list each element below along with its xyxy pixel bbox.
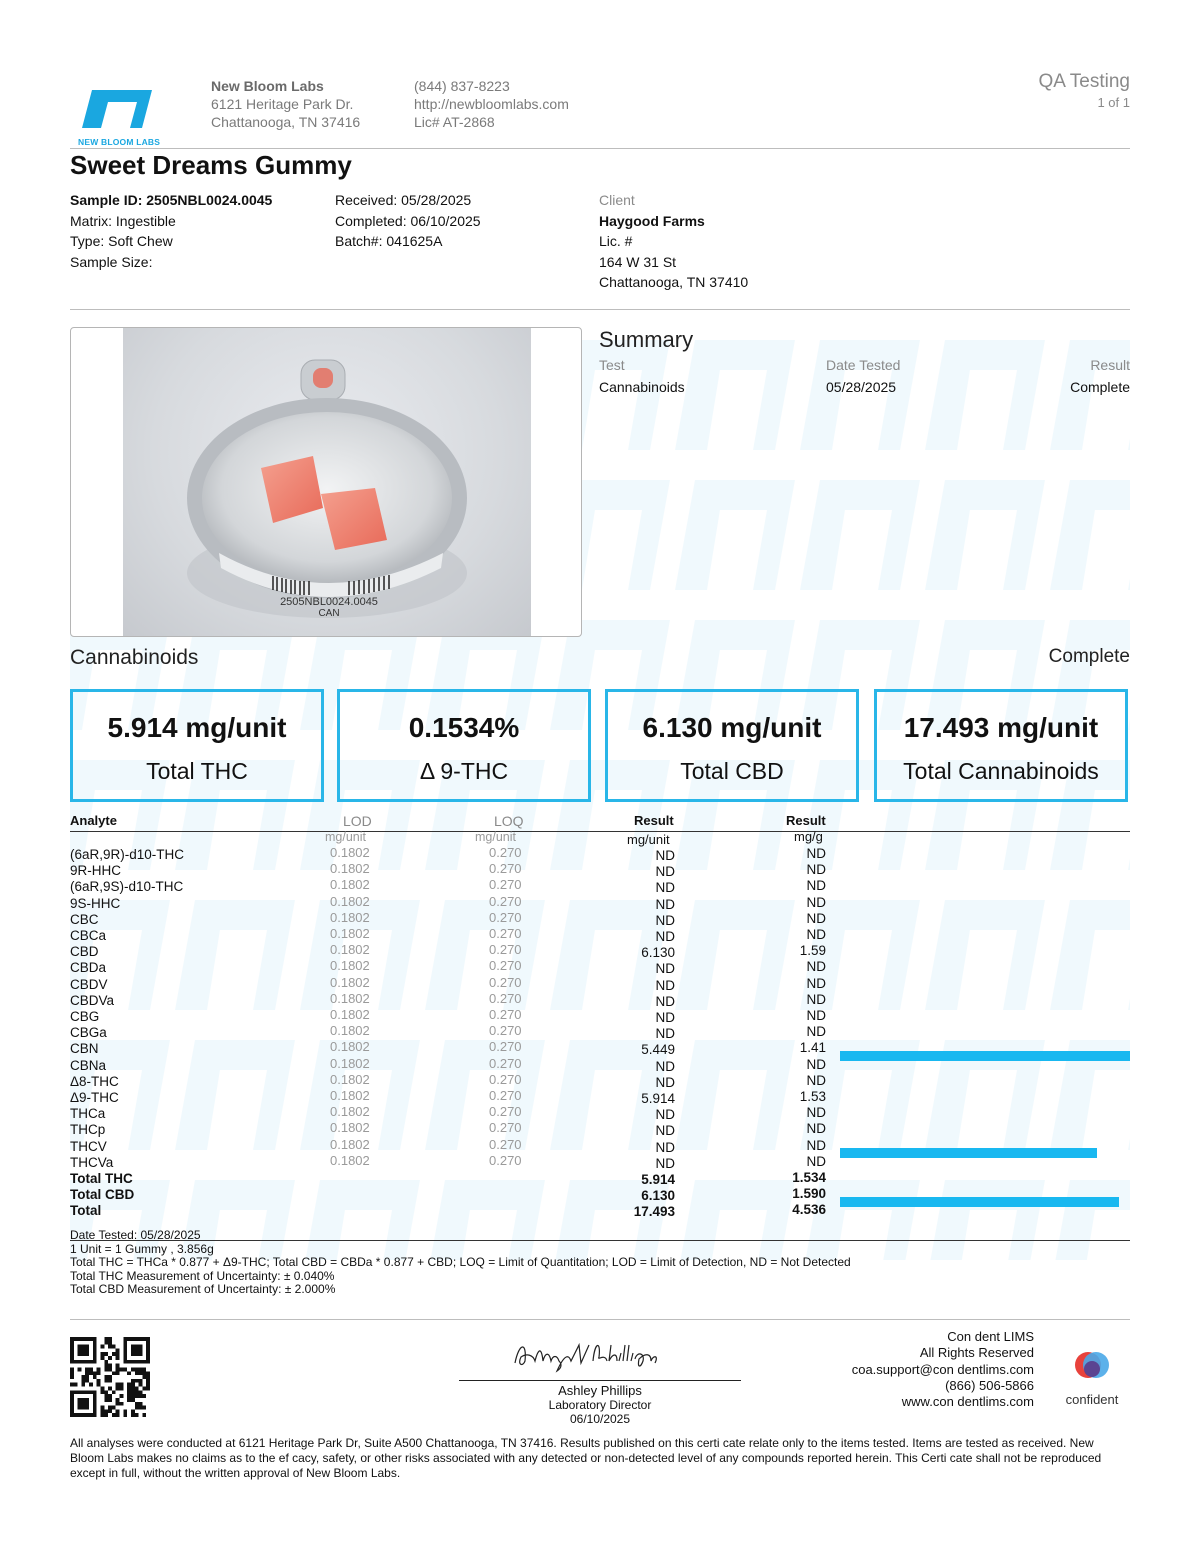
lab-address-line1: 6121 Heritage Park Dr.: [211, 96, 354, 112]
analyte-name: CBN: [70, 1041, 99, 1057]
result-unit-value: ND: [655, 929, 675, 945]
loq-value: 0.270: [489, 926, 522, 942]
result-g-value: 1.59: [799, 943, 826, 959]
lod-value: 0.1802: [330, 990, 370, 1006]
received-date: Received: 05/28/2025: [335, 192, 472, 208]
signature-date: 06/10/2025: [569, 1412, 631, 1426]
result-unit-column: [600, 848, 675, 1221]
analyte-name: THCp: [70, 1122, 106, 1138]
result-g-unit: mg/g: [794, 829, 823, 844]
result-unit-value: ND: [655, 1123, 675, 1139]
sample-type: Type: Soft Chew: [70, 233, 173, 250]
sample-dates: [335, 190, 481, 252]
loq-value: 0.270: [489, 1152, 522, 1168]
lims-email[interactable]: coa.support@con dentlims.com: [851, 1361, 1034, 1377]
lod-value: 0.1802: [330, 958, 370, 974]
sample-info: [70, 190, 272, 272]
analyte-name: Δ9-THC: [70, 1090, 119, 1106]
result-unit-value: ND: [655, 1026, 675, 1042]
col-header-result-unit: Result: [634, 813, 674, 828]
sample-photo-frame: [70, 327, 582, 637]
doc-type-block: [1038, 71, 1130, 110]
result-bar: [840, 1148, 1097, 1158]
result-g-value: ND: [806, 991, 826, 1007]
sample-id: Sample ID: 2505NBL0024.0045: [70, 192, 273, 208]
lod-value: 0.1802: [330, 1039, 370, 1055]
loq-value: 0.270: [489, 942, 522, 958]
result-g-value: ND: [806, 1121, 826, 1137]
note-thc-uncertainty: Total THC Measurement of Uncertainty: ± 0.040%: [70, 1268, 335, 1283]
client-label: Client: [599, 192, 635, 208]
result-g-value: 1.53: [799, 1089, 826, 1105]
total-unit-value: 6.130: [641, 1188, 675, 1204]
lims-website[interactable]: www.con dentlims.com: [901, 1394, 1034, 1410]
loq-value: 0.270: [489, 1055, 522, 1071]
confident-logo-icon: [1054, 1347, 1130, 1383]
result-unit-value: ND: [655, 864, 675, 880]
result-g-value: ND: [806, 862, 826, 878]
page-number: 1 of 1: [1097, 95, 1130, 110]
lod-value: 0.1802: [330, 1023, 370, 1039]
result-unit: mg/unit: [627, 832, 670, 847]
signature-line: [459, 1380, 741, 1381]
lod-value: 0.1802: [330, 861, 370, 877]
lod-value: 0.1802: [330, 845, 370, 860]
total-label: Total CBD: [70, 1187, 135, 1203]
lod-value: 0.1802: [330, 893, 370, 909]
lab-contact: [414, 77, 569, 131]
summary-date: 05/28/2025: [826, 379, 897, 395]
kpi-value: 17.493 mg/unit: [903, 712, 1099, 743]
cannabinoids-title: Cannabinoids: [70, 646, 199, 669]
lab-name: New Bloom Labs: [211, 78, 324, 94]
analyte-name: 9S-HHC: [70, 895, 121, 911]
lod-unit: mg/unit: [325, 830, 366, 844]
analyte-name: CBC: [70, 911, 99, 927]
qr-code-icon[interactable]: [70, 1337, 150, 1417]
lab-website[interactable]: http://newbloomlabs.com: [414, 96, 569, 112]
table-header-rule: [70, 831, 1130, 832]
summary-header-test: Test: [599, 357, 625, 373]
analyte-name: (6aR,9R)-d10-THC: [70, 847, 185, 862]
loq-value: 0.270: [489, 861, 522, 877]
result-bar: [840, 1051, 1130, 1061]
batch-number: Batch#: 041625A: [335, 233, 443, 250]
lims-rights: All Rights Reserved: [919, 1345, 1034, 1361]
result-bars: [840, 846, 1130, 1176]
note-unit: 1 Unit = 1 Gummy , 3.856g: [70, 1241, 214, 1256]
kpi-delta9-thc: [337, 689, 591, 802]
result-unit-value: 5.914: [641, 1091, 675, 1107]
logo-text: NEW BLOOM LABS: [78, 137, 161, 147]
analyte-name: CBDV: [70, 976, 108, 992]
lab-logo: [78, 88, 162, 147]
lod-value: 0.1802: [330, 909, 370, 925]
analyte-name: 9R-HHC: [70, 863, 122, 879]
photo-label-type: CAN: [318, 608, 340, 619]
result-unit-value: ND: [655, 1139, 675, 1155]
product-title: Sweet Dreams Gummy: [70, 150, 352, 180]
kpi-value: 5.914 mg/unit: [107, 712, 287, 743]
total-g-value: 1.590: [792, 1186, 826, 1202]
lod-value: 0.1802: [330, 1071, 370, 1087]
note-cbd-uncertainty: Total CBD Measurement of Uncertainty: ± 2.000%: [70, 1282, 336, 1296]
result-unit-value: ND: [655, 1107, 675, 1123]
result-g-value: 1.41: [799, 1040, 826, 1056]
result-g-value: ND: [806, 878, 826, 894]
loq-value: 0.270: [489, 845, 522, 860]
result-unit-value: 5.449: [641, 1042, 675, 1058]
lod-value: 0.1802: [330, 942, 370, 958]
result-g-value: ND: [806, 1024, 826, 1040]
lod-value: 0.1802: [330, 1055, 370, 1071]
confident-logo: [1054, 1347, 1130, 1407]
note-date-tested: Date Tested: 05/28/2025: [70, 1228, 201, 1242]
kpi-total-thc: [70, 689, 324, 802]
analyte-column: [70, 847, 184, 1220]
loq-value: 0.270: [489, 909, 522, 925]
logo-mark-icon: [78, 88, 162, 132]
notes-block: [70, 1229, 851, 1297]
col-header-lod: LOD: [343, 813, 372, 829]
kpi-value: 0.1534%: [408, 712, 520, 743]
col-header-result-g: Result: [786, 813, 826, 828]
total-g-value: 1.534: [792, 1170, 826, 1186]
lod-value: 0.1802: [330, 1104, 370, 1120]
loq-value: 0.270: [489, 974, 522, 990]
info-divider: [70, 309, 1130, 310]
result-g-value: ND: [806, 1072, 826, 1088]
result-g-value: ND: [806, 1137, 826, 1153]
signature-image: [505, 1333, 695, 1373]
kpi-label: Total Cannabinoids: [903, 758, 1099, 784]
result-unit-value: ND: [655, 1074, 675, 1090]
analyte-name: CBGa: [70, 1025, 107, 1041]
result-g-value: ND: [806, 1056, 826, 1072]
result-unit-value: ND: [655, 896, 675, 912]
result-g-value: ND: [806, 975, 826, 991]
result-unit-value: ND: [655, 1058, 675, 1074]
lod-value: 0.1802: [330, 1152, 370, 1168]
sample-matrix: Matrix: Ingestible: [70, 212, 176, 229]
summary-header-result: Result: [1090, 357, 1130, 373]
result-g-column: [750, 846, 826, 1219]
total-unit-value: 5.914: [641, 1172, 675, 1188]
loq-value: 0.270: [489, 1007, 522, 1023]
result-unit-value: ND: [655, 993, 675, 1009]
loq-value: 0.270: [489, 1136, 522, 1152]
kpi-value: 6.130 mg/unit: [642, 712, 822, 743]
sample-size: Sample Size:: [70, 253, 153, 270]
result-g-value: ND: [806, 927, 826, 943]
summary-title: Summary: [599, 327, 694, 352]
footer-divider: [70, 1319, 1130, 1320]
disclaimer: All analyses were conducted at 6121 Heritage Park Dr, Suite A500 Chattanooga, TN 37416. Results published on this certi cate relate only to the items tested. Items are tested as received. New Bloom Labs makes no claims as to the ef cacy, safety, or other risks associated with any detected or non-detected level of any compounds reported herein. This Certi cate shall not be reproduced except in full, without the written approval of New Bloom Labs.: [70, 1436, 1102, 1480]
doc-type: QA Testing: [1038, 71, 1130, 92]
summary-result: Complete: [1070, 379, 1130, 395]
loq-value: 0.270: [489, 1071, 522, 1087]
photo-label-id: 2505NBL0024.0045: [280, 596, 378, 608]
signatory-name: Ashley Phillips: [558, 1383, 642, 1398]
result-unit-value: ND: [655, 1010, 675, 1026]
analyte-name: CBD: [70, 944, 99, 960]
client-license: Lic. #: [599, 233, 633, 250]
lab-license: Lic# AT-2868: [414, 114, 495, 130]
summary-test: Cannabinoids: [599, 379, 685, 395]
loq-value: 0.270: [489, 1088, 522, 1104]
signatory: [459, 1383, 741, 1426]
result-g-value: ND: [806, 959, 826, 975]
lod-value: 0.1802: [330, 1088, 370, 1104]
result-bar: [840, 1197, 1119, 1207]
result-g-value: ND: [806, 910, 826, 926]
total-g-value: 4.536: [792, 1202, 826, 1218]
loq-column: [489, 845, 522, 1169]
loq-value: 0.270: [489, 1023, 522, 1039]
kpi-total-cannabinoids: [874, 689, 1128, 802]
loq-value: 0.270: [489, 877, 522, 893]
col-header-loq: LOQ: [494, 813, 524, 829]
loq-unit: mg/unit: [475, 830, 516, 844]
loq-value: 0.270: [489, 958, 522, 974]
lab-phone: (844) 837-8223: [414, 78, 510, 94]
loq-value: 0.270: [489, 1120, 522, 1136]
result-unit-value: ND: [655, 848, 675, 863]
lod-value: 0.1802: [330, 974, 370, 990]
client-address-line1: 164 W 31 St: [599, 253, 677, 270]
lod-value: 0.1802: [330, 926, 370, 942]
note-formula: Total THC = THCa * 0.877 + Δ9-THC; Total CBD = CBDa * 0.877 + CBD; LOQ = Limit of Quantitation; LOD = Limit of Detection, ND = Not Detected: [70, 1255, 851, 1269]
header-divider: [70, 148, 1130, 149]
lab-address-line2: Chattanooga, TN 37416: [211, 114, 361, 130]
lims-phone: (866) 506-5866: [945, 1377, 1034, 1393]
analyte-name: THCVa: [70, 1154, 114, 1170]
client-name: Haygood Farms: [599, 212, 705, 229]
signatory-title: Laboratory Director: [548, 1398, 652, 1412]
completed-date: Completed: 06/10/2025: [335, 212, 481, 229]
analyte-name: (6aR,9S)-d10-THC: [70, 879, 184, 895]
analyte-name: CBDVa: [70, 992, 115, 1008]
client-address-line2: Chattanooga, TN 37410: [599, 274, 749, 291]
col-header-analyte: Analyte: [70, 813, 117, 828]
sample-photo: [123, 328, 531, 637]
result-unit-value: ND: [655, 977, 675, 993]
analyte-name: THCa: [70, 1106, 106, 1122]
loq-value: 0.270: [489, 893, 522, 909]
analyte-name: THCV: [70, 1138, 107, 1154]
result-unit-value: ND: [655, 912, 675, 928]
result-g-value: ND: [806, 894, 826, 910]
total-unit-value: 17.493: [633, 1204, 675, 1220]
analyte-name: Δ8-THC: [70, 1073, 119, 1089]
lims-name: Con dent LIMS: [947, 1329, 1034, 1344]
total-label: Total THC: [70, 1171, 133, 1187]
confident-logo-text: confident: [1065, 1392, 1119, 1407]
analyte-name: CBDa: [70, 960, 107, 976]
lod-value: 0.1802: [330, 1120, 370, 1136]
analyte-name: CBG: [70, 1009, 100, 1025]
kpi-label: Total THC: [146, 758, 248, 784]
result-unit-value: ND: [655, 1155, 675, 1171]
loq-value: 0.270: [489, 990, 522, 1006]
loq-value: 0.270: [489, 1039, 522, 1055]
cannabinoids-status: Complete: [1048, 646, 1130, 667]
client-info: [599, 190, 748, 293]
lod-value: 0.1802: [330, 1007, 370, 1023]
kpi-label: Total CBD: [680, 758, 784, 784]
result-g-value: ND: [806, 1105, 826, 1121]
lod-value: 0.1802: [330, 877, 370, 893]
lod-column: [330, 845, 370, 1169]
result-unit-value: 6.130: [641, 945, 675, 961]
loq-value: 0.270: [489, 1104, 522, 1120]
result-g-value: ND: [806, 846, 826, 861]
result-g-value: ND: [806, 1008, 826, 1024]
analyte-name: CBNa: [70, 1057, 107, 1073]
result-unit-value: ND: [655, 961, 675, 977]
lab-address: [211, 77, 360, 131]
lims-info: [852, 1329, 1034, 1410]
result-unit-value: ND: [655, 880, 675, 896]
summary-header-date: Date Tested: [826, 357, 901, 373]
total-label: Total: [70, 1203, 102, 1219]
lod-value: 0.1802: [330, 1136, 370, 1152]
analyte-name: CBCa: [70, 928, 107, 944]
kpi-total-cbd: [605, 689, 859, 802]
result-g-value: ND: [806, 1153, 826, 1169]
kpi-label: Δ 9-THC: [419, 758, 509, 784]
